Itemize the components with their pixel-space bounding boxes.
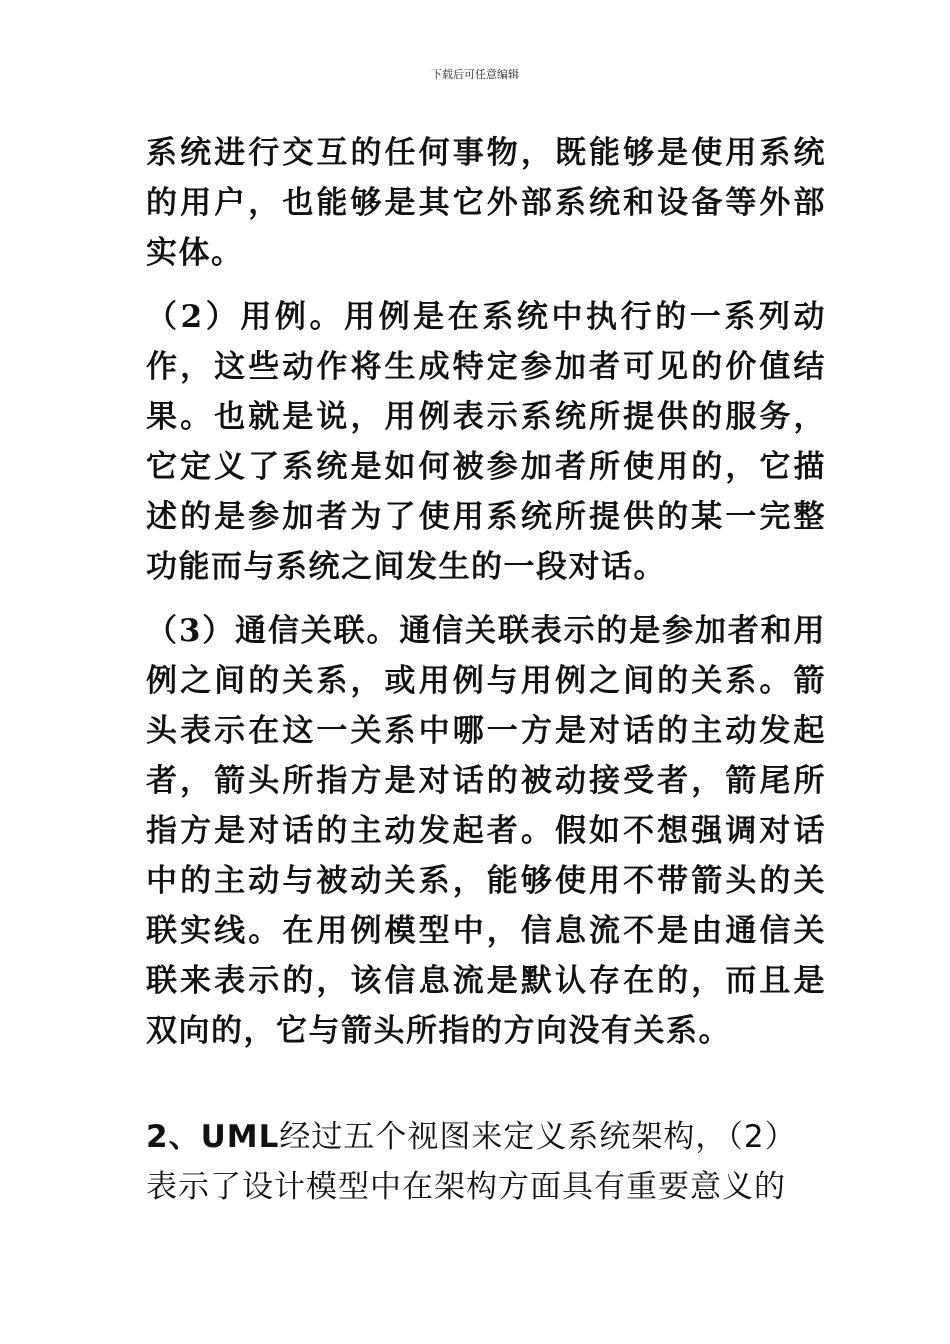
paragraph-communication-association: （3）通信关联。通信关联表示的是参加者和用例之间的关系，或用例与用例之间的关系。箭头表示在这一关系中哪一方是对话的主动发起者，箭头所指方是对话的被动接受者，箭尾所指方是对话的主动发起者。假如不想强调对话中的主动与被动关系，能够使用不带箭头的关联实线。在用例模型中，信息流不是由通信关联来表示的，该信息流是默认存在的，而且是双向的，它与箭头所指的方向没有关系。	[146, 613, 826, 1049]
paragraph-actor-definition: 系统进行交互的任何事物，既能够是使用系统的用户，也能够是其它外部系统和设备等外部实体。	[146, 135, 826, 271]
question-2	[146, 1112, 826, 1212]
paragraph-use-case: （2）用例。用例是在系统中执行的一系列动作，这些动作将生成特定参加者可见的价值结果。也就是说，用例表示系统所提供的服务，它定义了系统是如何被参加者所使用的，它描述的是参加者为了使用系统所提供的某一完整功能而与系统之间发生的一段对话。	[146, 299, 826, 585]
document-body	[146, 128, 826, 1243]
page-header: 下载后可任意编辑	[431, 68, 519, 81]
question-text: 经过五个视图来定义系统架构，（2）表示了设计模型中在架构方面具有重要意义的	[146, 1119, 797, 1205]
question-number: 2、UML	[146, 1119, 280, 1155]
